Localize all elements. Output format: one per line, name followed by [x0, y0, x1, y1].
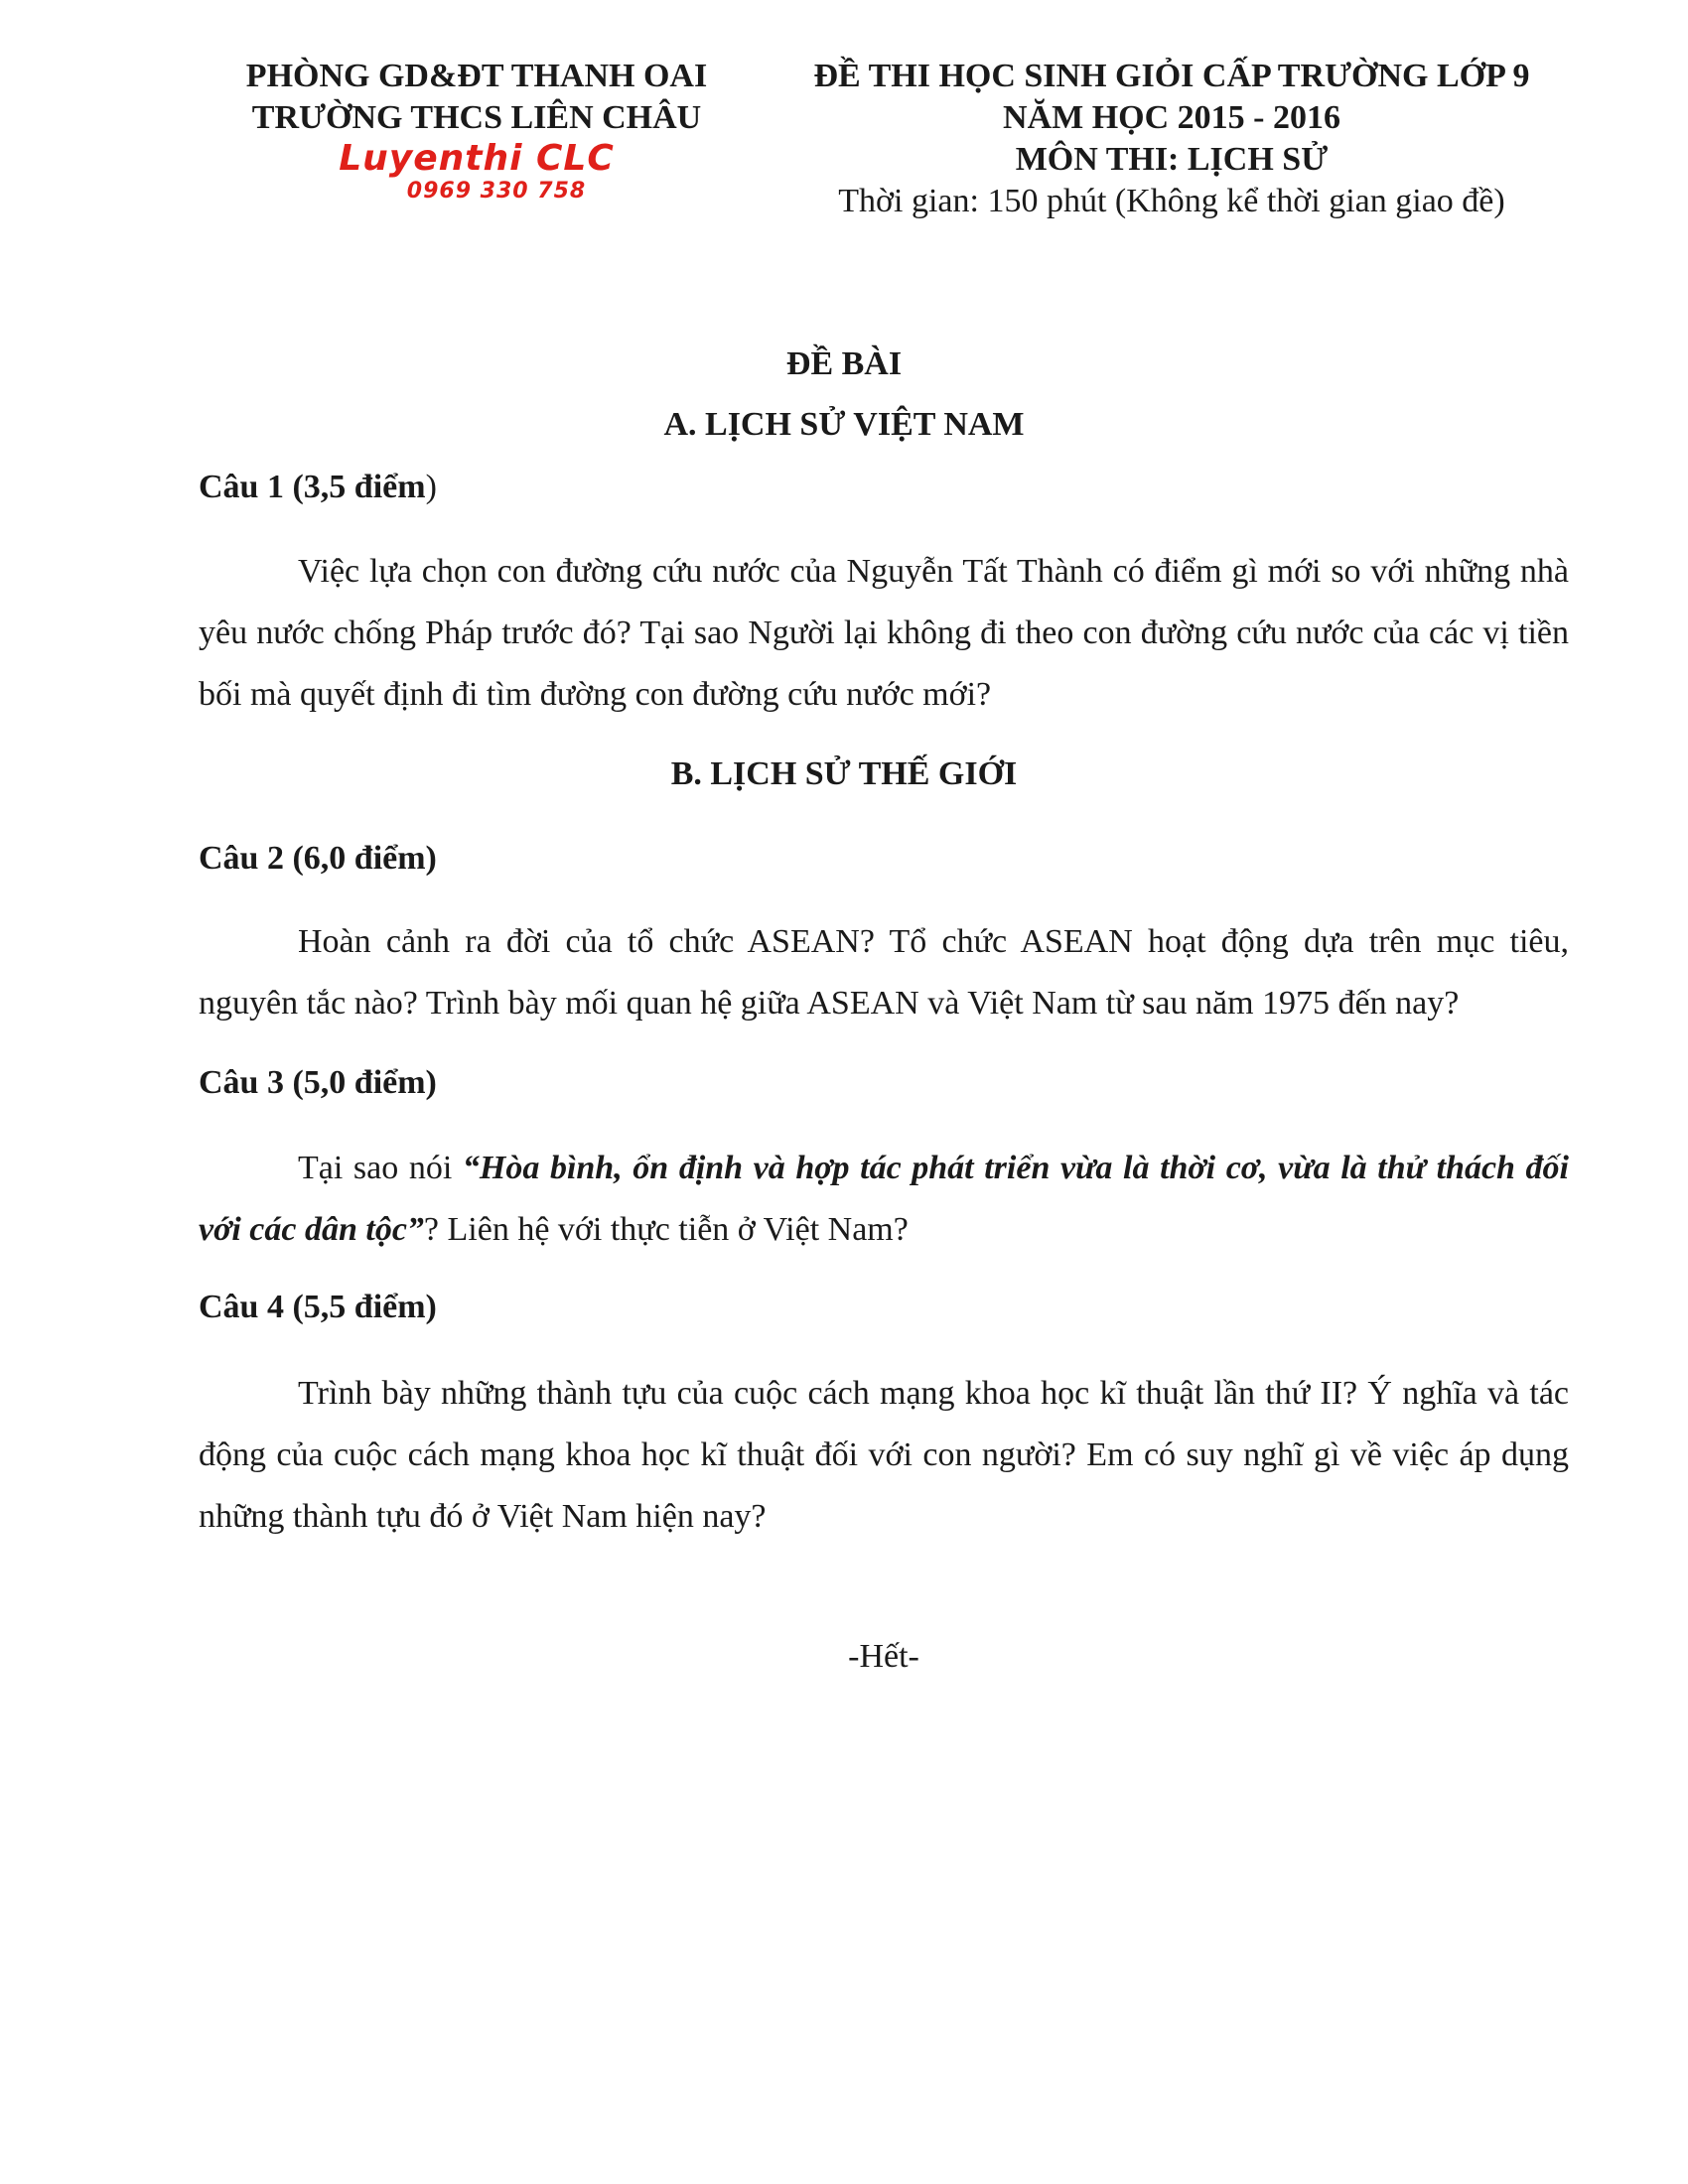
- question-2-heading: Câu 2 (6,0 điểm): [199, 840, 437, 877]
- exam-duration: Thời gian: 150 phút (Không kể thời gian giao đề): [838, 183, 1505, 219]
- end-marker: -Hết-: [848, 1638, 919, 1675]
- question-3-text-after: ? Liên hệ với thực tiễn ở Việt Nam?: [423, 1211, 909, 1248]
- question-3-text-before: Tại sao nói: [298, 1150, 463, 1186]
- logo-brand: Luyenthi CLC: [339, 138, 615, 179]
- exam-title: ĐỀ THI HỌC SINH GIỎI CẤP TRƯỜNG LỚP 9: [813, 58, 1530, 94]
- subject: MÔN THI: LỊCH SỬ: [1015, 141, 1329, 178]
- question-3-quote: “Hòa bình, ổn định và hợp tác phát triển vừa là thời cơ, vừa là thử thách đối với các dân tộc”: [199, 1150, 1570, 1248]
- question-1-heading: [199, 468, 437, 507]
- page-title: ĐỀ BÀI: [785, 345, 903, 382]
- question-2-text: Hoàn cảnh ra đời của tổ chức ASEAN? Tổ chức ASEAN hoạt động dựa trên mục tiêu, nguyên tắc nào? Trình bày mối quan hệ giữa ASEAN và Việt Nam từ sau năm 1975 đến nay?: [199, 923, 1569, 1022]
- section-a-title: A. LỊCH SỬ VIỆT NAM: [663, 406, 1025, 443]
- question-4-text: Trình bày những thành tựu của cuộc cách mạng khoa học kĩ thuật lần thứ II? Ý nghĩa và tác động của cuộc cách mạng khoa học kĩ thuật đối với con người? Em có suy nghĩ gì về việc áp dụng những thành tựu đó ở Việt Nam hiện nay?: [199, 1375, 1569, 1535]
- school-year: NĂM HỌC 2015 - 2016: [1003, 99, 1340, 136]
- logo-phone: 0969 330 758: [406, 179, 587, 204]
- school-header: [199, 56, 755, 139]
- question-3-text: [199, 1138, 1569, 1261]
- section-b-title: B. LỊCH SỬ THẾ GIỚI: [670, 755, 1018, 792]
- exam-header: [774, 56, 1569, 222]
- watermark-logo: [318, 139, 635, 205]
- school-name: TRƯỜNG THCS LIÊN CHÂU: [251, 99, 702, 136]
- question-1-text: Việc lựa chọn con đường cứu nước của Nguyễn Tất Thành có điểm gì mới so với những nhà yêu nước chống Pháp trước đó? Tại sao Người lại không đi theo con đường cứu nước của các vị tiền bối mà quyết định đi tìm đường con đường cứu nước mới?: [199, 553, 1569, 713]
- question-3-heading: Câu 3 (5,0 điểm): [199, 1064, 437, 1101]
- question-1-heading-tail: ): [425, 469, 437, 505]
- department-name: PHÒNG GD&ĐT THANH OAI: [245, 58, 708, 94]
- question-1-heading-main: Câu 1 (3,5 điểm: [199, 469, 426, 505]
- question-4-heading: Câu 4 (5,5 điểm): [199, 1289, 437, 1325]
